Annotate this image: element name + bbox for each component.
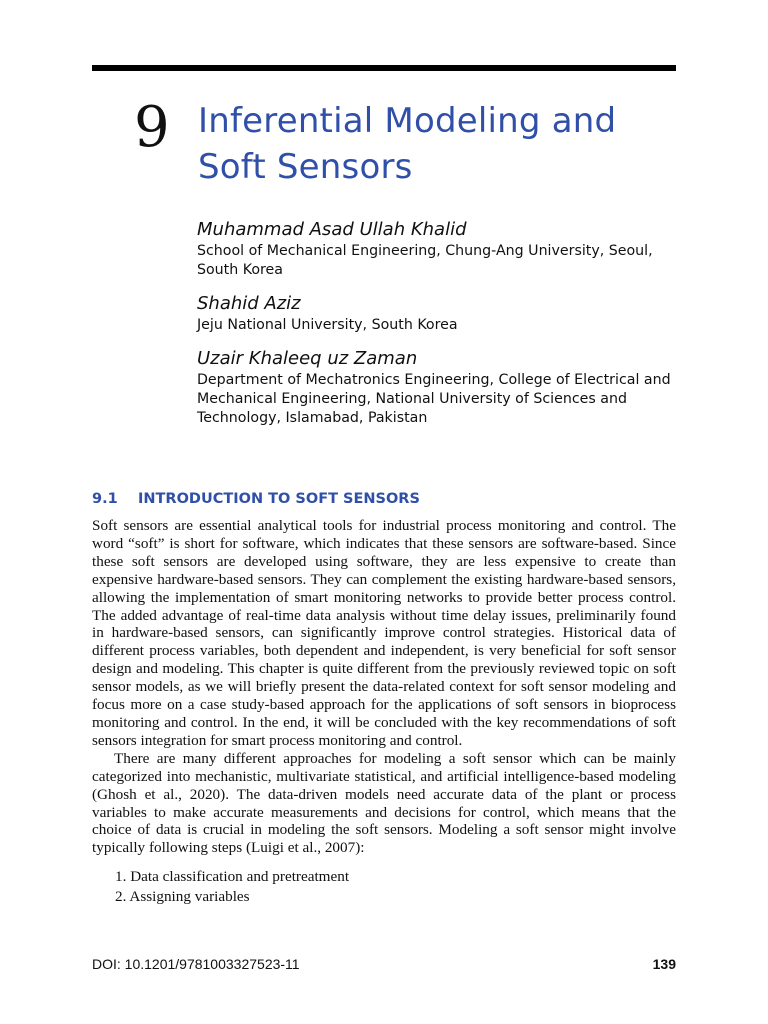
author-entry xyxy=(197,292,677,335)
list-item: 2. Assigning variables xyxy=(115,887,250,905)
paragraph: There are many different approaches for modeling a soft sensor which can be mainly categorized into mechanistic, multivariate statistical, and artificial intelligence-based modeling (Ghosh et al., 2020). The data-driven models need accurate data of the plant or process variables to make accurate measurements and decisions for control, which means that the choice of data is crucial in modeling the soft sensors. Modeling a soft sensor might involve typically following steps (Luigi et al., 2007): xyxy=(92,749,676,857)
author-name: Shahid Aziz xyxy=(197,293,301,314)
author-name: Uzair Khaleeq uz Zaman xyxy=(197,348,418,369)
section-title: INTRODUCTION TO SOFT SENSORS xyxy=(138,491,420,507)
page-footer xyxy=(92,956,676,976)
top-rule xyxy=(92,65,676,71)
doi-text: DOI: 10.1201/9781003327523-11 xyxy=(92,956,300,972)
author-list xyxy=(197,218,677,440)
page-number: 139 xyxy=(652,956,676,972)
chapter-title: Inferential Modeling and Soft Sensors xyxy=(198,101,617,187)
section-number: 9.1 xyxy=(92,491,118,507)
section-heading xyxy=(92,489,420,509)
author-entry xyxy=(197,347,677,428)
chapter-number: 9 xyxy=(134,95,170,160)
author-name: Muhammad Asad Ullah Khalid xyxy=(197,219,467,240)
body-text xyxy=(92,517,676,906)
author-affiliation: Department of Mechatronics Engineering, College of Electrical and Mechanical Engineering, National University of Sciences and Technology, Islamabad, Pakistan xyxy=(197,372,671,426)
steps-list xyxy=(92,867,676,906)
author-affiliation: Jeju National University, South Korea xyxy=(197,317,458,333)
list-item: 1. Data classification and pretreatment xyxy=(115,868,350,886)
author-entry xyxy=(197,218,677,280)
author-affiliation: School of Mechanical Engineering, Chung-Ang University, Seoul, South Korea xyxy=(197,243,653,278)
paragraph: Soft sensors are essential analytical tools for industrial process monitoring and control. The word “soft” is short for software, which indicates that these sensors are software-based. Since these soft sensors are developed using software, they are less expensive to create than expensive hardware-based sensors. They can complement the existing hardware-based sensors, allowing the implementation of smart monitoring networks to provide better process control. The added advantage of real-time data analysis without time delay issues, preliminarily found in hardware-based sensors, can significantly improve control strategies. Historical data of different process variables, both dependent and independent, is very beneficial for soft sensor design and modeling. This chapter is quite different from the previously reviewed topic on soft sensor models, as we will briefly present the data-related context for soft sensor modeling and focus more on a case study-based approach for the applications of soft sensors in bioprocess monitoring and control. In the end, it will be concluded with the key recommendations of soft sensors integration for smart process monitoring and control. xyxy=(92,517,676,749)
